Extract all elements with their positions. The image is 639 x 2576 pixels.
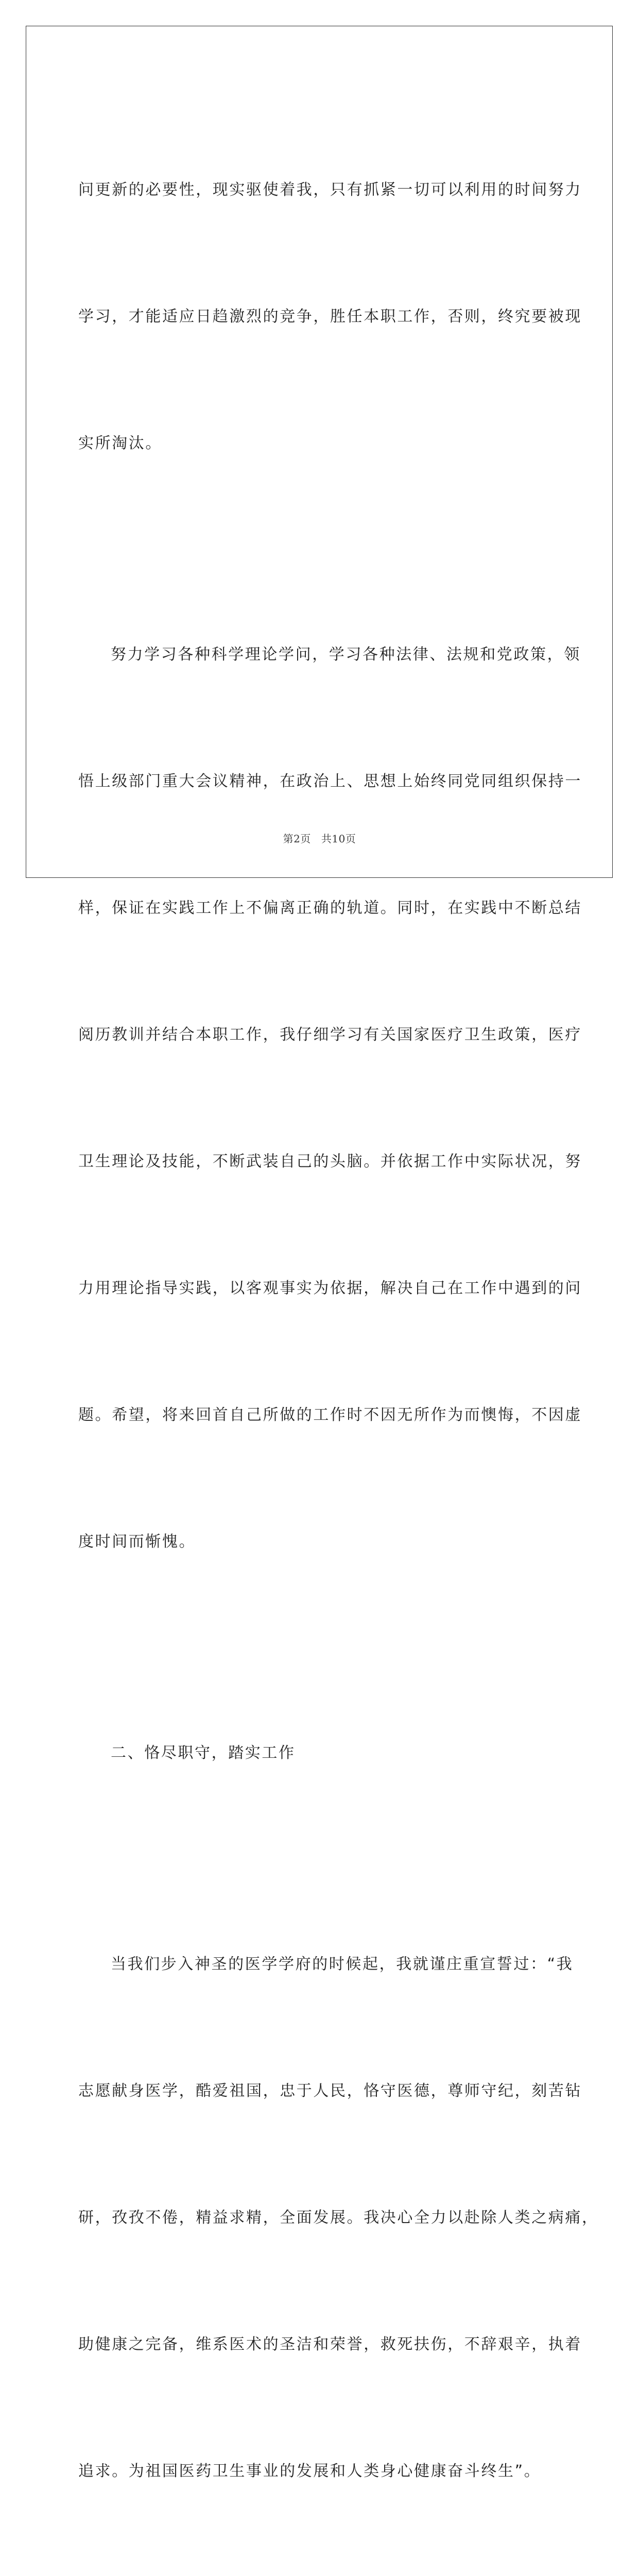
text-line: 阅历教训并结合本职工作，我仔细学习有关国家医疗卫生政策，医疗 bbox=[78, 1026, 582, 1044]
text-line: 研，孜孜不倦，精益求精，全面发展。我决心全力以赴除人类之病痛， bbox=[78, 2209, 599, 2227]
text-line: 实所淘汰。 bbox=[78, 434, 162, 452]
paragraph-2 bbox=[78, 549, 582, 1648]
text-line: 助健康之完备，维系医术的圣洁和荣誉，救死扶伤，不辞艰辛，执着 bbox=[78, 2335, 582, 2353]
text-line: 当我们步入神圣的医学学府的时候起，我就谨庄重宣誓过：“我 bbox=[111, 1955, 574, 1973]
document-body bbox=[78, 84, 599, 2576]
text-line: 度时间而惭愧。 bbox=[78, 1533, 196, 1551]
text-line: 追求。为祖国医药卫生事业的发展和人类身心健康奋斗终生”。 bbox=[78, 2462, 541, 2480]
page-footer bbox=[0, 831, 639, 845]
paragraph-1 bbox=[78, 84, 582, 549]
text-line: 卫生理论及技能，不断武装自己的头脑。并依据工作中实际状况，努 bbox=[78, 1153, 582, 1171]
text-line: 力用理论指导实践，以客观事实为依据，解决自己在工作中遇到的问 bbox=[78, 1279, 582, 1297]
text-line: 题。希望，将来回首自己所做的工作时不因无所作为而懊悔，不因虚 bbox=[78, 1406, 582, 1424]
text-line: 样，保证在实践工作上不偏离正确的轨道。同时，在实践中不断总结 bbox=[78, 899, 582, 917]
text-line: 志愿献身医学，酷爱祖国，忠于人民，恪守医德，尊师守纪，刻苦钻 bbox=[78, 2082, 582, 2100]
page-total: 共10页 bbox=[321, 833, 356, 845]
paragraph-3 bbox=[78, 1859, 599, 2576]
text-line: 学习，才能适应日趋激烈的竞争，胜任本职工作，否则，终究要被现 bbox=[78, 308, 582, 326]
section-heading bbox=[78, 1648, 562, 1859]
text-line: 问更新的必要性，现实驱使着我，只有抓紧一切可以利用的时间努力 bbox=[78, 181, 582, 199]
text-line: 悟上级部门重大会议精神，在政治上、思想上始终同党同组织保持一 bbox=[78, 772, 582, 790]
text-line: 努力学习各种科学理论学问，学习各种法律、法规和党政策，领 bbox=[111, 646, 581, 664]
heading-line: 二、恪尽职守，踏实工作 bbox=[111, 1744, 296, 1762]
page-number: 第2页 bbox=[283, 833, 311, 845]
